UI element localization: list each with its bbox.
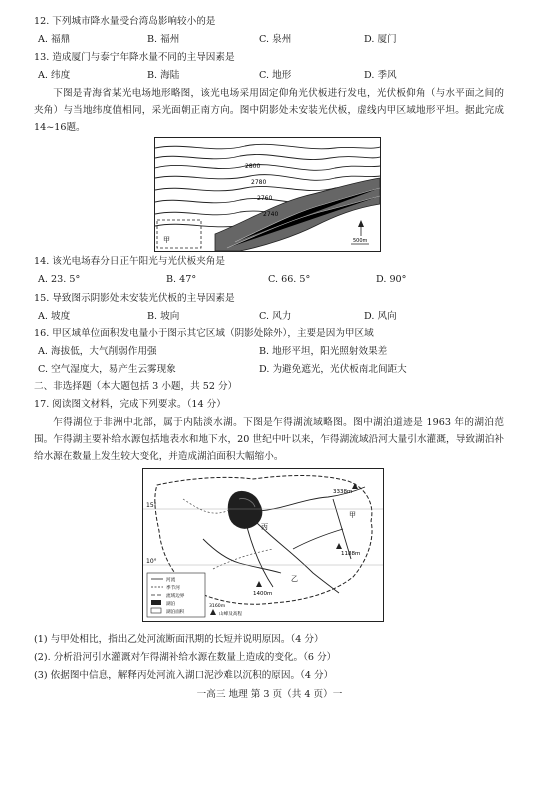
rivers [203,487,365,593]
scale-label: 500m [353,238,368,244]
q15-option-a: A. 坡度 [38,311,71,322]
legend-peak-elevation: 3160m [209,604,226,609]
contour-label-3: 2760 [257,195,273,202]
q16-option-d: D. 为避免遮光，光伏板南北间距大 [259,364,407,375]
q12-stem: 12. 下列城市降水量受台湾岛影响较小的是 [34,16,216,27]
q17-stem: 17. 阅读图文材料，完成下列要求。（14 分） [34,399,226,410]
q13-option-d: D. 季风 [364,70,397,81]
q14-stem: 14. 该光电场春分日正午阳光与光伏板夹角是 [34,256,225,267]
q17-sub-2: (2). 分析沿河引水灌溉对乍得湖补给水源在数量上造成的变化。（6 分） [34,652,337,663]
mark-jia: 甲 [349,511,356,519]
legend-basin-boundary: 流域边界 [166,594,185,599]
elev-2: 1188m [341,551,361,557]
legend-lake-extent: 湖泊面积 [166,610,185,615]
q16-option-c: C. 空气湿度大，易产生云雾现象 [38,364,176,375]
lat-10-label: 10° [146,558,157,565]
q16-option-b: B. 地形平坦，阳光照射效果差 [259,346,388,357]
q17-sub-1: (1) 与甲处相比，指出乙处河流断面汛期的长短并说明原因。（4 分） [34,634,324,645]
intro-paragraph-1: 下图是青海省某光电场地形略图，该光电场采用固定仰角光伏板进行发电，光伏板仰角（与水平面之间的夹角）与当地纬度值相同，采光面朝正南方向。图中阴影处未安装光伏板，虚线内甲区域地形平坦。据此完成14~16题。 [34,88,504,133]
q13-option-b: B. 海陆 [147,70,180,81]
q13-option-c: C. 地形 [259,70,292,81]
contour-map-svg [155,138,380,251]
lat-15-label: 15° [146,502,157,509]
q14-option-d: D. 90° [376,274,407,285]
q17-sub-3: (3) 依据图中信息，解释丙处河流入湖口泥沙难以沉积的原因。（4 分） [34,670,334,681]
q13-option-a: A. 纬度 [38,70,71,81]
legend-seasonal-river: 季节河 [166,586,180,591]
contour-map [154,137,381,252]
q15-option-d: D. 风向 [364,311,397,322]
q14-option-b: B. 47° [166,274,197,285]
mark-bing: 丙 [261,523,268,531]
q13-stem: 13. 造成厦门与泰宁年降水量不同的主导因素是 [34,52,235,63]
q15-option-c: C. 风力 [259,311,292,322]
legend-lake: 湖泊 [166,602,176,607]
legend-river: 河流 [166,578,176,583]
lake-chad-map-svg [143,469,383,621]
q14-option-c: C. 66. 5° [268,274,311,285]
section-heading: 二、非选择题（本大题包括 3 小题，共 52 分） [34,381,238,392]
elev-3: 1400m [253,591,273,597]
lake-chad-basin-map [142,468,384,622]
mark-yi: 乙 [291,575,298,583]
q12-option-a: A. 福鼎 [38,34,71,45]
zone-jia-label: 甲 [163,236,170,244]
q16-option-a: A. 海拔低，大气削弱作用强 [38,346,157,357]
q16-stem: 16. 甲区域单位面积发电量小于图示其它区域（阴影处除外），主要是因为甲区域 [34,328,374,339]
q12-option-d: D. 厦门 [364,34,397,45]
north-arrow [358,220,364,236]
q17-intro: 乍得湖位于非洲中北部，属于内陆淡水湖。下图是乍得湖流域略图。图中湖泊道迹是 1963 年的湖泊范围。乍得湖主要补给水源包括地表水和地下水，20 世纪中叶以来，乍得湖流域沿河大量引水灌溉，导致湖泊补给水源在数量上发生较大变化，并造成湖泊面积大幅缩小。 [34,417,504,462]
contour-label-1: 2800 [245,163,261,170]
q15-option-b: B. 坡向 [147,311,180,322]
peak-markers [256,483,361,587]
page-footer: 一高三 地理 第 3 页（共 4 页）一 [196,689,343,700]
q12-option-b: B. 福州 [147,34,180,45]
q14-option-a: A. 23. 5° [38,274,81,285]
contour-label-2: 2780 [251,179,267,186]
legend-peak-symbol [210,609,216,615]
elev-1: 3338m [333,489,353,495]
legend-peak-label: 山峰及高程 [219,612,242,617]
q15-stem: 15. 导致图示阴影处未安装光伏板的主导因素是 [34,293,235,304]
q12-option-c: C. 泉州 [259,34,292,45]
contour-label-4: 2740 [263,211,279,218]
